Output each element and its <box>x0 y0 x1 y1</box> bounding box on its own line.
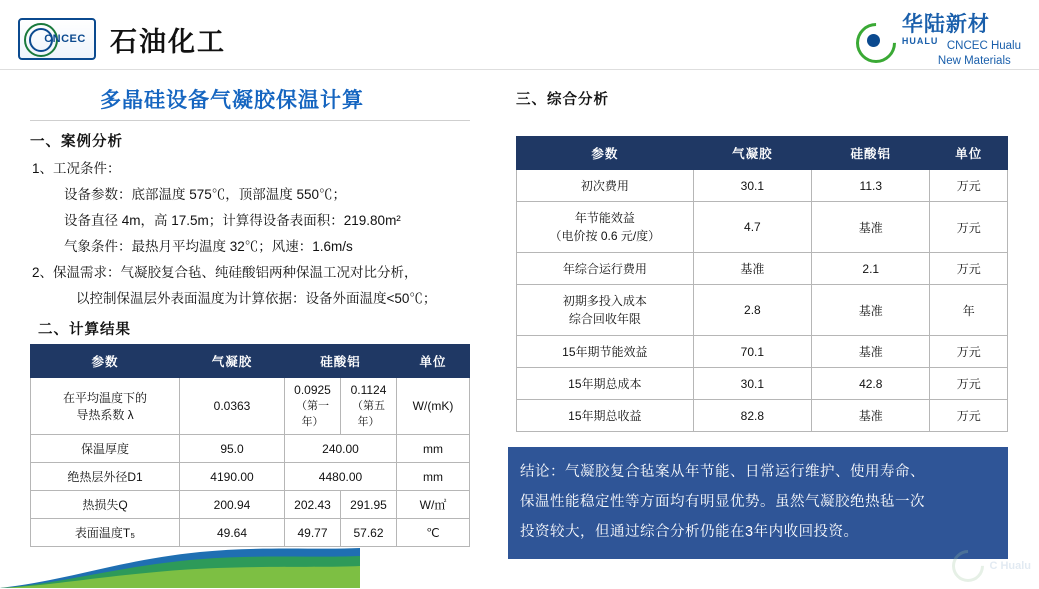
cell-silicate-a <box>285 378 341 435</box>
cell-aerogel: 0.0363 <box>180 378 285 435</box>
cell-silicate-a-value: 0.0925 <box>294 383 331 397</box>
cell-silicate: 11.3 <box>812 170 930 202</box>
table-header-row <box>31 345 470 378</box>
case-line-2: 设备直径 4m，高 17.5m；计算得设备表面积：219.80m² <box>64 213 401 228</box>
cell-silicate: 2.1 <box>812 253 930 285</box>
cell-aerogel: 200.94 <box>180 491 285 519</box>
cell-aerogel: 2.8 <box>693 285 811 336</box>
cell-unit: 万元 <box>930 202 1008 253</box>
case-item-2-cont: 以控制保温层外表面温度为计算依据：设备外面温度<50℃； <box>76 291 437 306</box>
table-row <box>517 285 1008 336</box>
col-aerogel: 气凝胶 <box>180 345 285 378</box>
cell-silicate-b: 291.95 <box>341 491 397 519</box>
cell-param <box>517 285 694 336</box>
case-line-3: 气象条件：最热月平均温度 32℃；风速：1.6m/s <box>64 239 353 254</box>
table-row <box>517 368 1008 400</box>
cell-silicate-b <box>341 378 397 435</box>
cell-silicate-b: 57.62 <box>341 519 397 547</box>
cell-param-line2: 导热系数 λ <box>76 408 134 422</box>
cell-param: 15年期总收益 <box>517 400 694 432</box>
conclusion-line-1: 结论：气凝胶复合毡案从年节能、日常运行维护、使用寿命、 <box>520 464 925 480</box>
company-logo-left <box>18 18 226 60</box>
col-unit: 单位 <box>397 345 470 378</box>
company-logo-right <box>854 14 1021 68</box>
cell-aerogel: 95.0 <box>180 435 285 463</box>
title-divider <box>30 120 470 121</box>
cell-unit: 年 <box>930 285 1008 336</box>
case-item-1: 1、工况条件： <box>32 161 121 176</box>
cell-aerogel: 49.64 <box>180 519 285 547</box>
table-header-row <box>517 137 1008 170</box>
slide-header <box>0 0 1039 70</box>
cell-unit: mm <box>397 463 470 491</box>
hualu-logo-text <box>902 14 1021 68</box>
table-row <box>31 491 470 519</box>
table-row <box>517 336 1008 368</box>
cell-unit: 万元 <box>930 336 1008 368</box>
cell-param-line1: 年节能效益 <box>574 211 635 225</box>
conclusion-line-2: 保温性能稳定性等方面均有明显优势。虽然气凝胶绝热毡一次 <box>520 494 925 510</box>
hualu-watermark <box>952 550 1031 582</box>
hualu-logo-en1: CNCEC Hualu <box>946 40 1021 53</box>
cell-aerogel: 70.1 <box>693 336 811 368</box>
cell-param: 初次费用 <box>517 170 694 202</box>
table-row <box>31 435 470 463</box>
cell-param: 保温厚度 <box>31 435 180 463</box>
cell-silicate-a: 49.77 <box>285 519 341 547</box>
case-line-1: 设备参数：底部温度 575℃，顶部温度 550℃； <box>64 187 347 202</box>
col-param: 参数 <box>517 137 694 170</box>
col-unit: 单位 <box>930 137 1008 170</box>
cell-aerogel: 82.8 <box>693 400 811 432</box>
calc-results-table <box>30 344 470 547</box>
cell-aerogel: 30.1 <box>693 170 811 202</box>
footer-decoration <box>0 542 360 588</box>
section-heading-comprehensive: 三、综合分析 <box>516 92 609 108</box>
hualu-logo-icon <box>854 21 894 61</box>
case-item-2: 2、保温需求：气凝胶复合毡、纯硅酸铝两种保温工况对比分析， <box>32 265 418 280</box>
cell-silicate-a: 202.43 <box>285 491 341 519</box>
cell-unit: mm <box>397 435 470 463</box>
cell-param <box>31 378 180 435</box>
cell-param: 15年期总成本 <box>517 368 694 400</box>
cell-unit: 万元 <box>930 170 1008 202</box>
cell-param-line1: 在平均温度下的 <box>62 391 147 405</box>
comprehensive-table <box>516 136 1008 432</box>
cell-aerogel: 30.1 <box>693 368 811 400</box>
cell-unit: 万元 <box>930 400 1008 432</box>
hualu-logo-en2: New Materials <box>937 55 1011 68</box>
cell-unit: W/(mK) <box>397 378 470 435</box>
section-heading-calc-results: 二、计算结果 <box>38 322 131 338</box>
cell-unit: 万元 <box>930 368 1008 400</box>
cell-silicate: 4480.00 <box>285 463 397 491</box>
cell-aerogel: 4.7 <box>693 202 811 253</box>
cell-param: 热损失Q <box>31 491 180 519</box>
cell-param-line2: （电价按 0.6 元/度） <box>549 229 661 243</box>
cell-param: 15年期节能效益 <box>517 336 694 368</box>
cell-silicate-b-value: 0.1124 <box>350 383 387 397</box>
table-row <box>517 400 1008 432</box>
table-row <box>31 463 470 491</box>
cell-silicate: 基准 <box>812 285 930 336</box>
cell-silicate: 42.8 <box>812 368 930 400</box>
cell-silicate: 基准 <box>812 202 930 253</box>
cell-silicate: 基准 <box>812 400 930 432</box>
cell-param <box>517 202 694 253</box>
conclusion-line-3: 投资较大，但通过综合分析仍能在3年内收回投资。 <box>520 524 859 540</box>
case-analysis-body <box>30 156 500 312</box>
cell-param: 绝热层外径D1 <box>31 463 180 491</box>
cell-unit: W/㎡ <box>397 491 470 519</box>
cell-aerogel: 基准 <box>693 253 811 285</box>
hualu-logo-cn: 华陆新材 <box>901 13 990 36</box>
cell-aerogel: 4190.00 <box>180 463 285 491</box>
cell-param-line1: 初期多投入成本 <box>562 294 647 308</box>
table-row <box>517 170 1008 202</box>
watermark-text: C Hualu <box>989 560 1031 572</box>
col-silicate: 硅酸铝 <box>812 137 930 170</box>
cell-unit: ℃ <box>397 519 470 547</box>
cell-silicate-b-note: （第五年） <box>352 400 385 428</box>
table-row <box>517 253 1008 285</box>
header-company-title: 石油化工 <box>110 26 226 57</box>
conclusion-box <box>508 447 1008 559</box>
col-param: 参数 <box>31 345 180 378</box>
page-title: 多晶硅设备气凝胶保温计算 <box>100 89 364 112</box>
cncec-logo-text: CNCEC <box>44 33 86 45</box>
cncec-logo-icon <box>18 18 96 60</box>
table-row <box>31 378 470 435</box>
section-heading-case-analysis: 一、案例分析 <box>30 134 123 150</box>
cell-silicate: 240.00 <box>285 435 397 463</box>
calc-results-table-wrap <box>30 344 470 547</box>
cell-param-line2: 综合回收年限 <box>568 312 641 326</box>
cell-unit: 万元 <box>930 253 1008 285</box>
hualu-logo-abbr: HUALU <box>901 36 939 47</box>
cell-param: 年综合运行费用 <box>517 253 694 285</box>
col-silicate: 硅酸铝 <box>285 345 397 378</box>
cell-param: 表面温度T₅ <box>31 519 180 547</box>
comprehensive-table-wrap <box>516 136 1008 432</box>
col-aerogel: 气凝胶 <box>693 137 811 170</box>
footer-wave-icon <box>0 542 360 588</box>
cell-silicate-a-note: （第一年） <box>296 400 329 428</box>
watermark-ring-icon <box>946 543 991 588</box>
cell-silicate: 基准 <box>812 336 930 368</box>
table-row <box>517 202 1008 253</box>
